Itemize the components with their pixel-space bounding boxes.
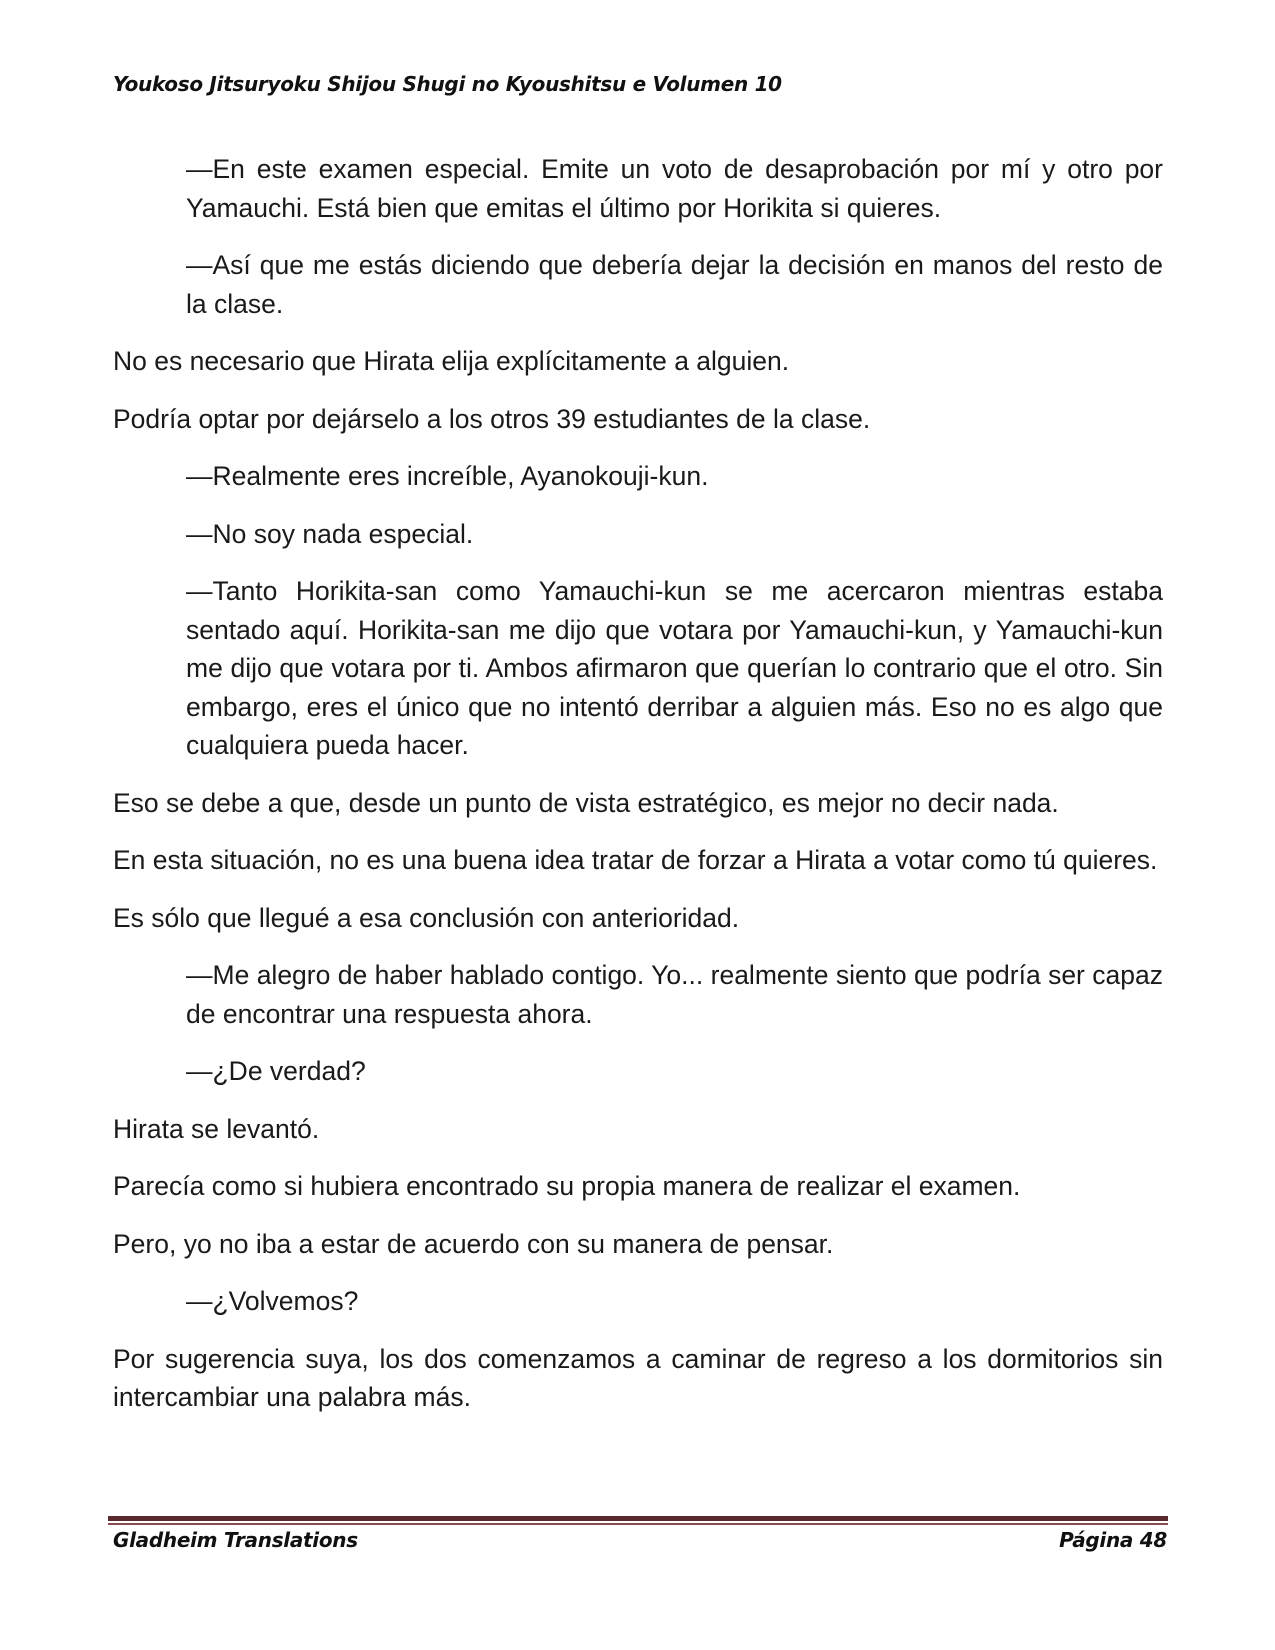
paragraph: Es sólo que llegué a esa conclusión con anterioridad.: [113, 902, 740, 933]
paragraph: Podría optar por dejárselo a los otros 39 estudiantes de la clase.: [113, 403, 871, 434]
paragraph: Por sugerencia suya, los dos comenzamos a caminar de regreso a los dormitorios sin intercambiar una palabra más.: [113, 1343, 1163, 1412]
paragraph: —Tanto Horikita-san como Yamauchi-kun se me acercaron mientras estaba sentado aquí. Horikita-san me dijo que votara por Yamauchi-kun, y Yamauchi-kun me dijo que votara por ti. Ambos afirmaron que querían lo contrario que el otro. Sin embargo, eres el único que no intentó derribar a alguien más. Eso no es algo que cualquiera pueda hacer.: [186, 576, 1163, 760]
running-header-title: Youkoso Jitsuryoku Shijou Shugi no Kyoushitsu e Volumen 10: [113, 72, 782, 96]
footer-divider: [108, 1516, 1168, 1524]
paragraph: —Me alegro de haber hablado contigo. Yo... realmente siento que podría ser capaz de encontrar una respuesta ahora.: [186, 960, 1163, 1029]
paragraph: —¿Volvemos?: [186, 1286, 359, 1316]
paragraph: —En este examen especial. Emite un voto de desaprobación por mí y otro por Yamauchi. Está bien que emitas el último por Horikita si quieres.: [186, 154, 1163, 223]
paragraph: En esta situación, no es una buena idea tratar de forzar a Hirata a votar como tú quieres.: [113, 845, 1158, 875]
paragraph: —Así que me estás diciendo que debería dejar la decisión en manos del resto de la clase.: [186, 250, 1163, 319]
footer-divider-thin: [108, 1523, 1168, 1525]
paragraph: —No soy nada especial.: [186, 518, 474, 549]
paragraph: Eso se debe a que, desde un punto de vista estratégico, es mejor no decir nada.: [113, 787, 1059, 818]
paragraph: Hirata se levantó.: [113, 1113, 320, 1144]
footer-divider-thick: [108, 1516, 1168, 1521]
page-number: Página 48: [1059, 1528, 1167, 1552]
paragraph: —¿De verdad?: [186, 1056, 366, 1086]
footer-credit: Gladheim Translations: [113, 1528, 358, 1552]
paragraph: —Realmente eres increíble, Ayanokouji-kun.: [186, 461, 709, 491]
paragraph: Parecía como si hubiera encontrado su propia manera de realizar el examen.: [113, 1171, 1021, 1201]
paragraph: Pero, yo no iba a estar de acuerdo con su manera de pensar.: [113, 1228, 834, 1259]
body-text: [113, 150, 1163, 1436]
paragraph: No es necesario que Hirata elija explícitamente a alguien.: [113, 346, 790, 376]
